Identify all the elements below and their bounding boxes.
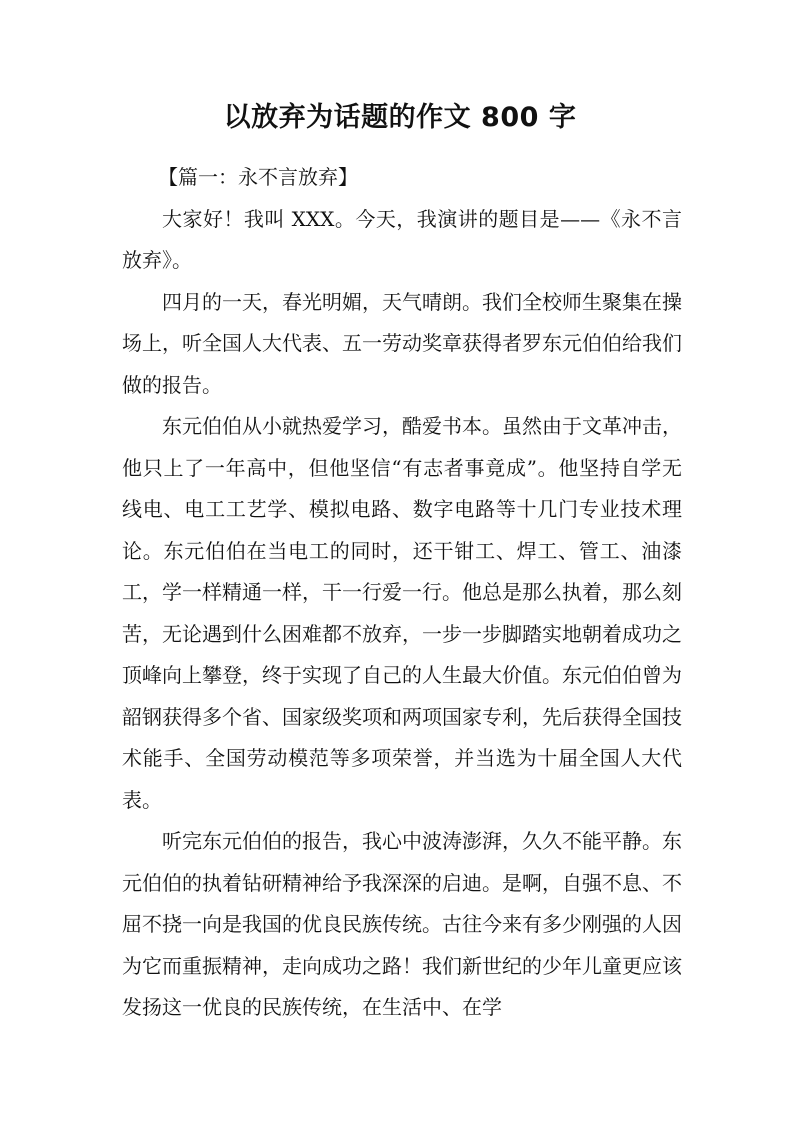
section-heading: 【篇一：永不言放弃】 <box>158 165 358 189</box>
paragraph-reflection: 听完东元伯伯的报告，我心中波涛澎湃，久久不能平静。东元伯伯的执着钻研精神给予我深深的启迪。是啊，自强不息、不屈不挠一向是我国的优良民族传统。古往今来有多少刚强的人因为它而重振精神，走向成功之路！我们新世纪的少年儿童更应该发扬这一优良的民族传统，在生活中、在学 <box>122 829 682 1019</box>
paragraph-story: 东元伯伯从小就热爱学习，酷爱书本。虽然由于文革冲击，他只上了一年高中，但他坚信“有志者事竟成”。他坚持自学无线电、电工工艺学、模拟电路、数字电路等十几门专业技术理论。东元伯伯在当电工的同时，还干钳工、焊工、管工、油漆工，学一样精通一样，干一行爱一行。他总是那么执着，那么刻苦，无论遇到什么困难都不放弃，一步一步脚踏实地朝着成功之顶峰向上攀登，终于实现了自己的人生最大价值。东元伯伯曾为韶钢获得多个省、国家级奖项和两项国家专利，先后获得全国技术能手、全国劳动模范等多项荣誉，并当选为十届全国人大代表。 <box>122 414 682 812</box>
paragraph-greeting: 大家好！我叫 XXX。今天，我演讲的题目是——《永不言放弃》。 <box>122 206 682 272</box>
paragraph-intro: 四月的一天，春光明媚，天气晴朗。我们全校师生聚集在操场上，听全国人大代表、五一劳动奖章获得者罗东元伯伯给我们做的报告。 <box>122 289 682 397</box>
document-title: 以放弃为话题的作文 800 字 <box>223 102 577 133</box>
document-body <box>122 157 682 1029</box>
